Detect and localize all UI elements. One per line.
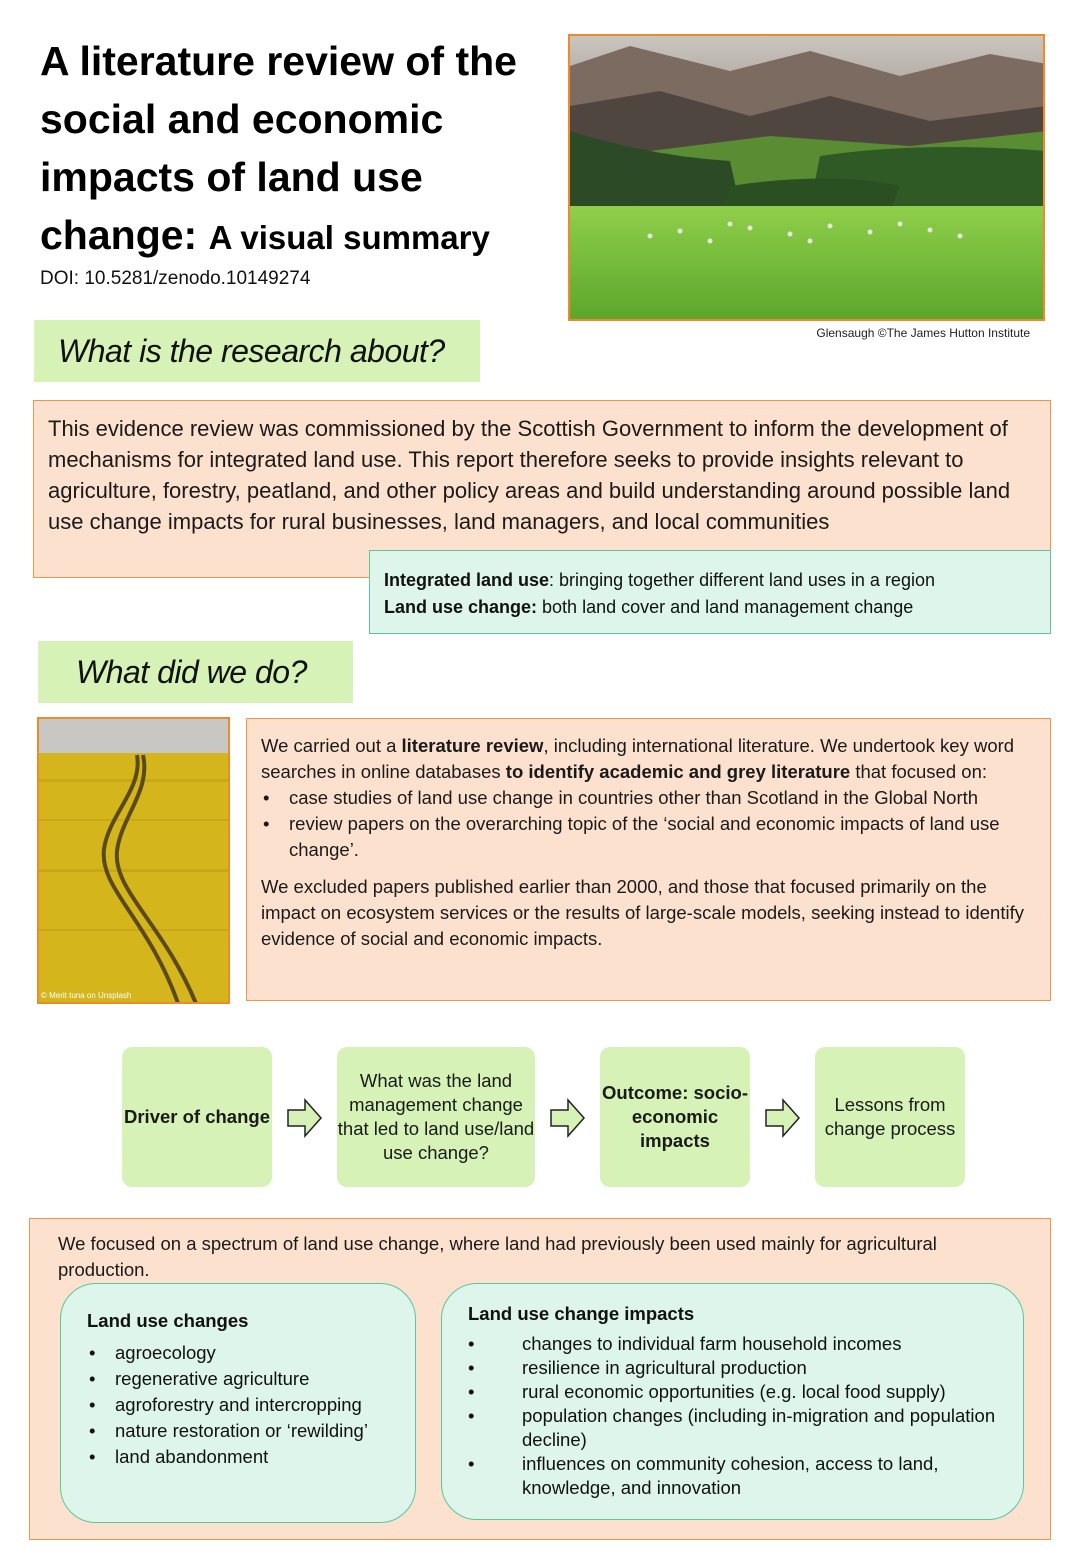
list-item: • regenerative agriculture (87, 1366, 389, 1392)
list-item: • population changes (including in-migration and population decline) (468, 1404, 997, 1452)
list-item: • case studies of land use change in countries other than Scotland in the Global North (261, 785, 1036, 811)
land-use-impacts-title: Land use change impacts (468, 1303, 695, 1324)
flow-step-driver: Driver of change (122, 1047, 272, 1187)
list-item: • rural economic opportunities (e.g. local food supply) (468, 1380, 997, 1404)
list-item: • changes to individual farm household incomes (468, 1332, 997, 1356)
spectrum-intro: We focused on a spectrum of land use change, where land had previously been used mainly for agricultural production. (58, 1233, 937, 1280)
list-item: • influences on community cohesion, access to land, knowledge, and innovation (468, 1452, 997, 1500)
research-summary: This evidence review was commissioned by the Scottish Government to inform the development of mechanisms for integrated land use. This report therefore seeks to provide insights relevant to agriculture, forestry, peatland, and other policy areas and build understanding around possible land use change impacts for rural businesses, land managers, and local communities (33, 400, 1051, 578)
land-use-changes-list (87, 1340, 389, 1470)
method-bullet-list (261, 785, 1036, 863)
page-title (40, 32, 560, 267)
title-sub: A visual summary (208, 219, 490, 256)
landscape-illustration (570, 36, 1045, 321)
landscape-photo (568, 34, 1045, 321)
section-heading-research: What is the research about? (34, 320, 480, 382)
list-item: • agroecology (87, 1340, 389, 1366)
definition-change: Land use change: both land cover and land management change (384, 597, 914, 617)
land-use-impacts-box (441, 1283, 1024, 1520)
doi-text: DOI: 10.5281/zenodo.10149274 (40, 268, 311, 289)
land-use-impacts-list (468, 1332, 997, 1500)
arrow-right-icon (287, 1098, 323, 1138)
method-summary (246, 718, 1051, 1001)
method-paragraph: We excluded papers published earlier than 2000, and those that focused primarily on the impact on ecosystem services or the results of large-scale models, seeking instead to identify evidence of social and economic impacts. (261, 876, 1024, 949)
land-use-changes-title: Land use changes (87, 1310, 249, 1331)
section-heading-method: What did we do? (38, 641, 353, 703)
list-item: • resilience in agricultural production (468, 1356, 997, 1380)
flow-step-outcome: Outcome: socio-economic impacts (600, 1047, 750, 1187)
method-paragraph: We carried out a literature review, including international literature. We undertook key word searches in online databases to identify academic and grey literature that focused on: (261, 735, 1015, 782)
land-use-changes-box (60, 1283, 416, 1523)
photo-credit: © Merit tuna on Unsplash (41, 991, 132, 1000)
flow-step-management-change: What was the land management change that led to land use/land use change? (337, 1047, 535, 1187)
list-item: • agroforestry and intercropping (87, 1392, 389, 1418)
list-item: • review papers on the overarching topic of the ‘social and economic impacts of land use change’. (261, 811, 1036, 863)
list-item: • land abandonment (87, 1444, 389, 1470)
flow-step-lessons: Lessons from change process (815, 1047, 965, 1187)
definition-integrated: Integrated land use: bringing together different land uses in a region (384, 570, 935, 590)
definitions-box (369, 550, 1051, 634)
title-main: A literature review of the social and economic impacts of land use change: (40, 38, 517, 258)
arrow-right-icon (765, 1098, 801, 1138)
list-item: • nature restoration or ‘rewilding’ (87, 1418, 389, 1444)
field-photo (37, 717, 230, 1004)
photo-credit: Glensaugh ©The James Hutton Institute (816, 326, 1030, 340)
rapeseed-field-illustration (39, 719, 230, 1004)
arrow-right-icon (550, 1098, 586, 1138)
